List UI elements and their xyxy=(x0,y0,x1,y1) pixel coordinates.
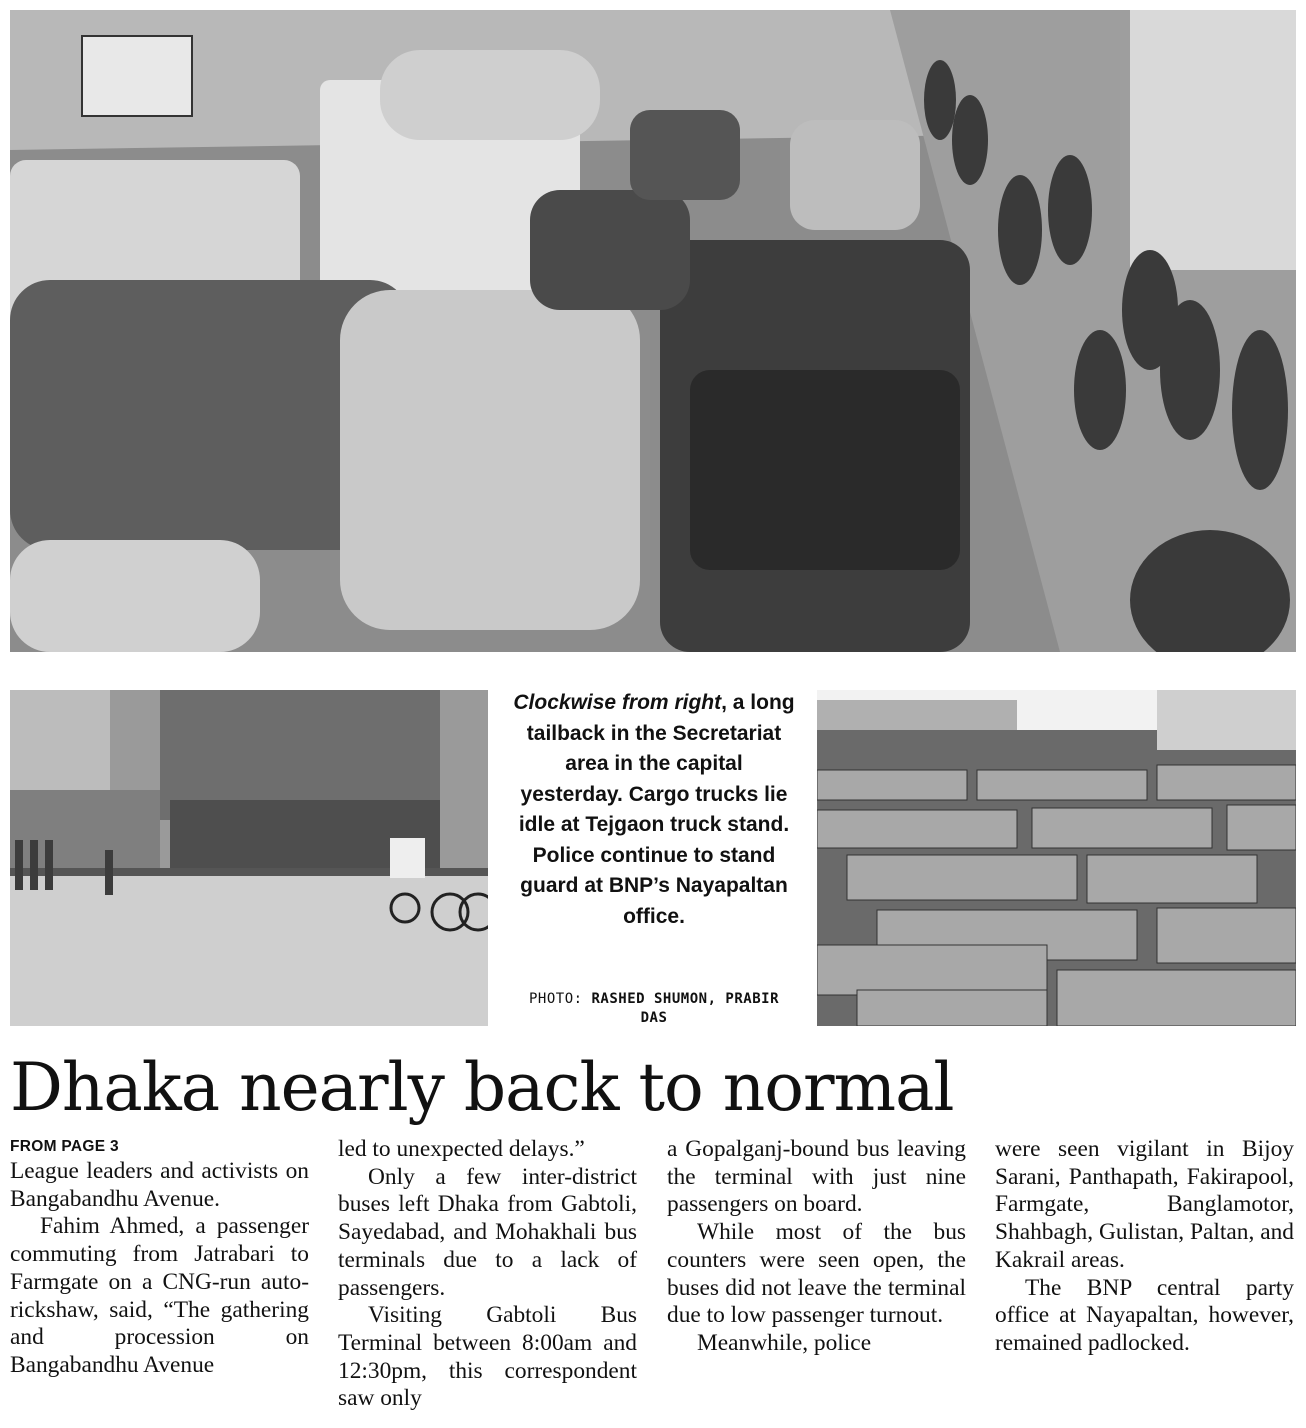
paragraph: were seen vigilant in Bijoy Sarani, Panthapath, Fakirapool, Farmgate, Banglamotor, Shahbagh, Gulistan, Paltan, and Kakrail areas. xyxy=(995,1136,1294,1273)
article-column-3 xyxy=(667,1136,966,1358)
headline: Dhaka nearly back to normal xyxy=(10,1049,954,1126)
traffic-tailback-photo xyxy=(10,10,1296,652)
paragraph: Only a few inter-district buses left Dhaka from Gabtoli, Sayedabad, and Mohakhali bus terminals due to a lack of passengers. xyxy=(338,1163,637,1301)
credit-names: RASHED SHUMON, PRABIR DAS xyxy=(591,991,780,1026)
article-column-4 xyxy=(995,1136,1294,1358)
article-column-1 xyxy=(10,1136,309,1380)
paragraph: League leaders and activists on Bangabandhu Avenue. xyxy=(10,1158,309,1212)
credit-label: PHOTO: xyxy=(528,991,592,1007)
photo-credit xyxy=(512,990,796,1028)
paragraph: Fahim Ahmed, a passenger commuting from Jatrabari to Farmgate on a CNG-run auto-rickshaw, said, “The gathering and procession on Bangabandhu Avenue xyxy=(10,1213,309,1378)
paragraph: Meanwhile, police xyxy=(697,1329,872,1356)
truck-stand-photo xyxy=(817,690,1296,1026)
article-column-2 xyxy=(338,1136,637,1413)
paragraph: a Gopalganj-bound bus leaving the terminal with just nine passengers on board. xyxy=(667,1136,966,1218)
nayapaltan-street-photo xyxy=(10,690,488,1026)
paragraph: Visiting Gabtoli Bus Terminal between 8:00am and 12:30pm, this correspondent saw only xyxy=(338,1302,637,1412)
paragraph: The BNP central party office at Nayapaltan, however, remained padlocked. xyxy=(995,1274,1294,1356)
photo-caption xyxy=(512,688,796,932)
paragraph: led to unexpected delays.” xyxy=(338,1136,585,1162)
caption-lead: Clockwise from right xyxy=(513,691,722,714)
caption-body: , a long tailback in the Secretariat area in the capital yesterday. Cargo trucks lie idle at Tejgaon truck stand. Police continue to stand guard at BNP’s Nayapaltan office. xyxy=(518,691,795,928)
kicker: FROM PAGE 3 xyxy=(10,1138,119,1155)
paragraph: While most of the bus counters were seen open, the buses did not leave the terminal due to low passenger turnout. xyxy=(667,1219,966,1329)
